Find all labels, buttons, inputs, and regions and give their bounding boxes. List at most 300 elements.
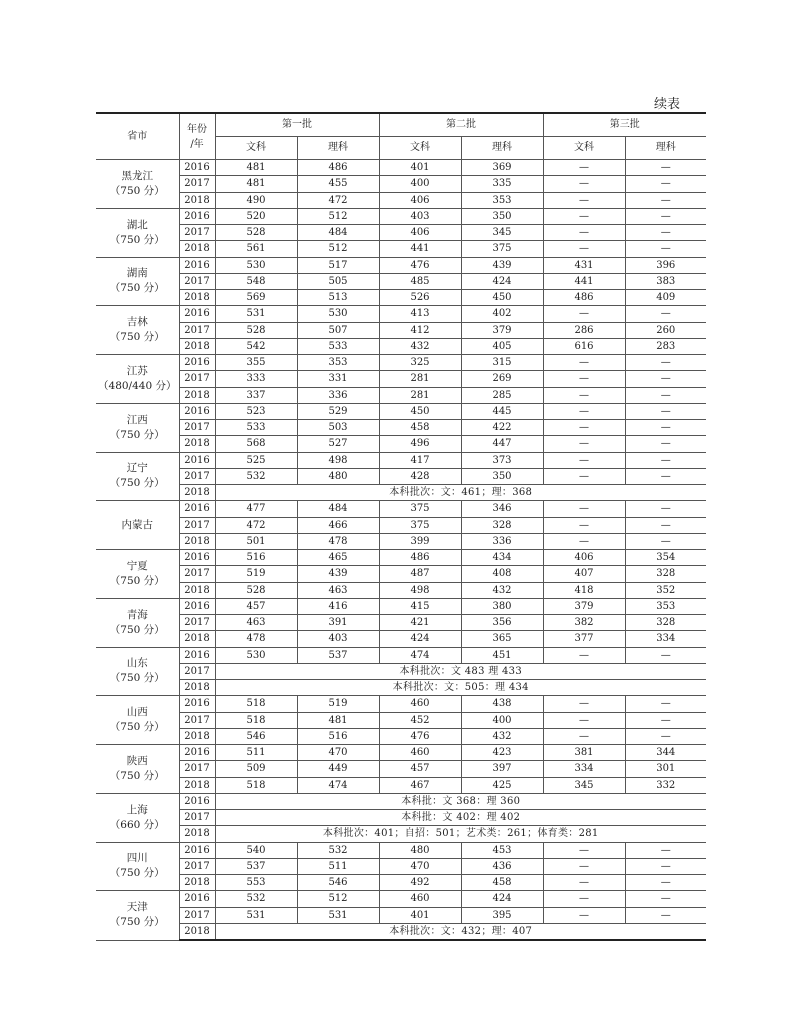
- score-cell: 449: [297, 761, 379, 777]
- province-scale: （750 分）: [109, 721, 165, 734]
- score-cell: —: [543, 533, 625, 549]
- score-cell: —: [625, 501, 706, 517]
- table-row: [96, 875, 706, 891]
- score-cell: —: [543, 891, 625, 907]
- score-cell: —: [543, 875, 625, 891]
- score-cell: 436: [461, 858, 543, 874]
- province-cell: [96, 501, 179, 550]
- score-cell: 337: [215, 387, 297, 403]
- score-cell: —: [625, 306, 706, 322]
- score-cell: 513: [297, 290, 379, 306]
- score-cell: 400: [461, 712, 543, 728]
- score-cell: 375: [379, 517, 461, 533]
- score-cell: 542: [215, 338, 297, 354]
- year-cell: 2016: [179, 501, 215, 517]
- score-cell: 507: [297, 322, 379, 338]
- score-cell: 509: [215, 761, 297, 777]
- score-cell: 460: [379, 891, 461, 907]
- table-row: [96, 728, 706, 744]
- score-cell: 501: [215, 533, 297, 549]
- score-cell: —: [543, 420, 625, 436]
- score-cell: 477: [215, 501, 297, 517]
- year-cell: 2016: [179, 696, 215, 712]
- score-cell: 519: [297, 696, 379, 712]
- province-name: 吉林: [126, 316, 148, 329]
- score-cell: 481: [215, 176, 297, 192]
- table-row: [96, 631, 706, 647]
- score-cell: —: [543, 403, 625, 419]
- score-cell: 503: [297, 420, 379, 436]
- score-cell: 352: [625, 582, 706, 598]
- score-cell: 438: [461, 696, 543, 712]
- score-cell: 532: [215, 468, 297, 484]
- score-cell: 353: [297, 355, 379, 371]
- score-cell: 474: [379, 647, 461, 663]
- score-cell: 445: [461, 403, 543, 419]
- score-cell: —: [625, 452, 706, 468]
- table-row: [96, 615, 706, 631]
- score-cell: 505: [297, 273, 379, 289]
- province-cell: [96, 647, 179, 696]
- score-cell: 531: [297, 907, 379, 923]
- table-row: [96, 663, 706, 679]
- score-cell: 315: [461, 355, 543, 371]
- score-cell: 450: [461, 290, 543, 306]
- score-cell: 439: [297, 566, 379, 582]
- score-cell: 511: [215, 745, 297, 761]
- table-row: [96, 810, 706, 826]
- score-cell: 533: [297, 338, 379, 354]
- table-row: [96, 176, 706, 192]
- score-cell: 519: [215, 566, 297, 582]
- year-cell: 2016: [179, 208, 215, 224]
- table-row: [96, 761, 706, 777]
- year-cell: 2017: [179, 517, 215, 533]
- score-cell: 344: [625, 745, 706, 761]
- score-cell: 350: [461, 468, 543, 484]
- score-cell: 484: [297, 501, 379, 517]
- score-cell: 531: [215, 306, 297, 322]
- score-cell: 520: [215, 208, 297, 224]
- score-cell: —: [625, 468, 706, 484]
- score-cell: 397: [461, 761, 543, 777]
- score-cell: —: [543, 517, 625, 533]
- score-cell: 480: [297, 468, 379, 484]
- table-row: [96, 420, 706, 436]
- score-cell: —: [625, 533, 706, 549]
- table-row: [96, 858, 706, 874]
- province-name: 黑龙江: [121, 169, 153, 182]
- score-cell: 353: [461, 192, 543, 208]
- score-cell: 527: [297, 436, 379, 452]
- year-cell: 2018: [179, 582, 215, 598]
- table-row: [96, 290, 706, 306]
- score-cell: 382: [543, 615, 625, 631]
- table-row: [96, 647, 706, 663]
- score-cell: —: [543, 176, 625, 192]
- score-cell: 512: [297, 208, 379, 224]
- score-cell: 301: [625, 761, 706, 777]
- score-cell: 490: [215, 192, 297, 208]
- table-row: [96, 273, 706, 289]
- year-cell: 2018: [179, 777, 215, 793]
- score-cell: 532: [215, 891, 297, 907]
- score-cell: 486: [543, 290, 625, 306]
- score-cell: 408: [461, 566, 543, 582]
- table-row: [96, 793, 706, 809]
- score-cell: 336: [461, 533, 543, 549]
- score-cell: 460: [379, 696, 461, 712]
- score-cell: 516: [215, 550, 297, 566]
- score-cell: 476: [379, 728, 461, 744]
- score-cell: 353: [625, 598, 706, 614]
- year-cell: 2016: [179, 550, 215, 566]
- province-name: 湖北: [126, 218, 148, 231]
- province-name: 山东: [126, 657, 148, 670]
- table-row: [96, 696, 706, 712]
- score-cell: 463: [297, 582, 379, 598]
- year-cell: 2017: [179, 273, 215, 289]
- score-cell: 439: [461, 257, 543, 273]
- score-cell: —: [543, 907, 625, 923]
- score-table: [96, 112, 706, 941]
- table-row: [96, 517, 706, 533]
- province-cell: [96, 452, 179, 501]
- score-cell: 409: [625, 290, 706, 306]
- score-cell: —: [625, 241, 706, 257]
- score-cell: 406: [379, 192, 461, 208]
- table-row: [96, 160, 706, 176]
- year-cell: 2018: [179, 485, 215, 501]
- score-cell: 396: [625, 257, 706, 273]
- score-cell: 434: [461, 550, 543, 566]
- score-cell: 334: [543, 761, 625, 777]
- year-cell: 2016: [179, 647, 215, 663]
- score-cell: 498: [379, 582, 461, 598]
- score-cell: 331: [297, 371, 379, 387]
- province-scale: （660 分）: [109, 818, 165, 831]
- merged-note-cell: 本科批：文 402：理 402: [215, 810, 706, 826]
- score-cell: 569: [215, 290, 297, 306]
- year-cell: 2018: [179, 290, 215, 306]
- score-cell: 281: [379, 387, 461, 403]
- score-cell: 403: [379, 208, 461, 224]
- score-cell: 511: [297, 858, 379, 874]
- table-row: [96, 923, 706, 940]
- score-cell: 283: [625, 338, 706, 354]
- score-cell: 424: [461, 273, 543, 289]
- province-cell: [96, 403, 179, 452]
- score-cell: 345: [461, 225, 543, 241]
- province-cell: [96, 891, 179, 940]
- province-name: 四川: [126, 852, 148, 865]
- table-row: [96, 257, 706, 273]
- score-cell: 529: [297, 403, 379, 419]
- province-scale: （750 分）: [109, 477, 165, 490]
- year-cell: 2016: [179, 745, 215, 761]
- score-cell: 470: [379, 858, 461, 874]
- score-cell: —: [625, 875, 706, 891]
- score-cell: 546: [297, 875, 379, 891]
- score-cell: 355: [215, 355, 297, 371]
- score-cell: 401: [379, 160, 461, 176]
- table-row: [96, 745, 706, 761]
- score-cell: 537: [215, 858, 297, 874]
- year-cell: 2017: [179, 858, 215, 874]
- province-cell: [96, 745, 179, 794]
- header-sub-wenke: 文科: [543, 137, 625, 160]
- year-cell: 2016: [179, 793, 215, 809]
- score-cell: —: [625, 728, 706, 744]
- score-cell: 441: [379, 241, 461, 257]
- table-row: [96, 403, 706, 419]
- score-cell: 269: [461, 371, 543, 387]
- score-cell: 354: [625, 550, 706, 566]
- merged-note-cell: 本科批次：文 483 理 433: [215, 663, 706, 679]
- score-cell: 453: [461, 842, 543, 858]
- score-cell: 548: [215, 273, 297, 289]
- province-cell: [96, 598, 179, 647]
- score-cell: 528: [215, 322, 297, 338]
- table-row: [96, 680, 706, 696]
- score-cell: 474: [297, 777, 379, 793]
- score-cell: 478: [215, 631, 297, 647]
- table-row: [96, 566, 706, 582]
- score-cell: 425: [461, 777, 543, 793]
- score-cell: 328: [625, 615, 706, 631]
- score-cell: 516: [297, 728, 379, 744]
- score-cell: 432: [379, 338, 461, 354]
- score-cell: —: [543, 647, 625, 663]
- year-cell: 2018: [179, 192, 215, 208]
- year-cell: 2017: [179, 907, 215, 923]
- score-cell: 423: [461, 745, 543, 761]
- year-cell: 2017: [179, 420, 215, 436]
- score-cell: —: [625, 891, 706, 907]
- province-name: 江西: [126, 413, 148, 426]
- score-cell: 285: [461, 387, 543, 403]
- score-cell: 377: [543, 631, 625, 647]
- year-cell: 2017: [179, 225, 215, 241]
- score-cell: 407: [543, 566, 625, 582]
- score-cell: —: [543, 501, 625, 517]
- year-cell: 2016: [179, 598, 215, 614]
- province-scale: （750 分）: [109, 769, 165, 782]
- score-cell: —: [625, 842, 706, 858]
- year-cell: 2018: [179, 436, 215, 452]
- score-cell: 458: [461, 875, 543, 891]
- score-cell: 528: [215, 225, 297, 241]
- score-cell: 380: [461, 598, 543, 614]
- score-cell: 402: [461, 306, 543, 322]
- score-cell: 455: [297, 176, 379, 192]
- province-scale: （750 分）: [109, 184, 165, 197]
- score-cell: 476: [379, 257, 461, 273]
- score-cell: 383: [625, 273, 706, 289]
- merged-note-cell: 本科批：文 368：理 360: [215, 793, 706, 809]
- score-cell: 537: [297, 647, 379, 663]
- province-scale: （750 分）: [109, 428, 165, 441]
- table-row: [96, 306, 706, 322]
- score-cell: —: [625, 420, 706, 436]
- year-cell: 2016: [179, 452, 215, 468]
- year-cell: 2018: [179, 241, 215, 257]
- table-row: [96, 436, 706, 452]
- merged-note-cell: 本科批次：文：461；理：368: [215, 485, 706, 501]
- score-cell: —: [543, 355, 625, 371]
- header-province: 省市: [96, 113, 179, 160]
- table-row: [96, 826, 706, 842]
- score-cell: 286: [543, 322, 625, 338]
- year-cell: 2016: [179, 403, 215, 419]
- year-cell: 2018: [179, 533, 215, 549]
- score-cell: —: [625, 696, 706, 712]
- score-cell: 369: [461, 160, 543, 176]
- score-cell: 415: [379, 598, 461, 614]
- score-cell: 451: [461, 647, 543, 663]
- score-cell: 405: [461, 338, 543, 354]
- score-cell: 526: [379, 290, 461, 306]
- table-row: [96, 322, 706, 338]
- score-cell: 492: [379, 875, 461, 891]
- score-cell: 422: [461, 420, 543, 436]
- year-cell: 2016: [179, 306, 215, 322]
- province-name: 内蒙古: [121, 518, 153, 531]
- table-row: [96, 582, 706, 598]
- score-cell: 356: [461, 615, 543, 631]
- score-cell: 553: [215, 875, 297, 891]
- score-cell: 465: [297, 550, 379, 566]
- year-cell: 2017: [179, 176, 215, 192]
- province-scale: （750 分）: [109, 623, 165, 636]
- score-cell: 512: [297, 241, 379, 257]
- province-name: 江苏: [126, 364, 148, 377]
- merged-note-cell: 本科批次：文：432；理：407: [215, 923, 706, 940]
- score-cell: 403: [297, 631, 379, 647]
- merged-note-cell: 本科批次：401；自招：501；艺术类：261；体育类：281: [215, 826, 706, 842]
- score-cell: 450: [379, 403, 461, 419]
- year-cell: 2017: [179, 663, 215, 679]
- score-cell: 365: [461, 631, 543, 647]
- score-cell: 431: [543, 257, 625, 273]
- score-cell: —: [543, 371, 625, 387]
- score-cell: 528: [215, 582, 297, 598]
- score-cell: 561: [215, 241, 297, 257]
- score-cell: 406: [379, 225, 461, 241]
- table-row: [96, 777, 706, 793]
- score-cell: 452: [379, 712, 461, 728]
- score-cell: 480: [379, 842, 461, 858]
- score-cell: —: [543, 468, 625, 484]
- year-cell: 2016: [179, 257, 215, 273]
- header-batch-2: 第二批: [379, 113, 543, 137]
- score-cell: —: [543, 452, 625, 468]
- score-cell: 533: [215, 420, 297, 436]
- score-cell: 496: [379, 436, 461, 452]
- province-name: 陕西: [126, 754, 148, 767]
- year-cell: 2017: [179, 615, 215, 631]
- province-scale: （480/440 分）: [98, 379, 177, 392]
- score-cell: 375: [379, 501, 461, 517]
- province-cell: [96, 793, 179, 842]
- score-cell: —: [625, 858, 706, 874]
- table-row: [96, 355, 706, 371]
- score-cell: 379: [461, 322, 543, 338]
- header-year: [179, 113, 215, 160]
- score-cell: 328: [625, 566, 706, 582]
- score-cell: —: [625, 208, 706, 224]
- score-cell: 421: [379, 615, 461, 631]
- score-cell: 281: [379, 371, 461, 387]
- score-cell: —: [625, 225, 706, 241]
- header-sub-like: 理科: [625, 137, 706, 160]
- score-cell: 472: [297, 192, 379, 208]
- score-cell: 346: [461, 501, 543, 517]
- score-cell: 512: [297, 891, 379, 907]
- score-cell: —: [543, 842, 625, 858]
- province-name: 湖南: [126, 267, 148, 280]
- score-cell: —: [625, 517, 706, 533]
- score-cell: 401: [379, 907, 461, 923]
- year-cell: 2017: [179, 761, 215, 777]
- table-row: [96, 907, 706, 923]
- score-cell: 332: [625, 777, 706, 793]
- table-row: [96, 712, 706, 728]
- score-cell: 441: [543, 273, 625, 289]
- score-cell: 518: [215, 712, 297, 728]
- score-cell: —: [625, 176, 706, 192]
- score-cell: —: [543, 858, 625, 874]
- score-cell: 335: [461, 176, 543, 192]
- table-row: [96, 598, 706, 614]
- score-cell: 333: [215, 371, 297, 387]
- table-row: [96, 225, 706, 241]
- province-cell: [96, 696, 179, 745]
- header-batch-3: 第三批: [543, 113, 706, 137]
- score-cell: —: [543, 208, 625, 224]
- score-cell: —: [543, 712, 625, 728]
- province-cell: [96, 257, 179, 306]
- score-cell: 457: [379, 761, 461, 777]
- province-cell: [96, 355, 179, 404]
- score-cell: 400: [379, 176, 461, 192]
- province-name: 上海: [126, 803, 148, 816]
- score-cell: 484: [297, 225, 379, 241]
- province-name: 天津: [126, 901, 148, 914]
- year-cell: 2018: [179, 387, 215, 403]
- year-cell: 2016: [179, 891, 215, 907]
- score-cell: 381: [543, 745, 625, 761]
- province-name: 宁夏: [126, 559, 148, 572]
- score-cell: 466: [297, 517, 379, 533]
- province-name: 青海: [126, 608, 148, 621]
- score-cell: 531: [215, 907, 297, 923]
- score-cell: 334: [625, 631, 706, 647]
- header-sub-like: 理科: [297, 137, 379, 160]
- province-cell: [96, 306, 179, 355]
- score-cell: —: [543, 225, 625, 241]
- score-cell: 406: [543, 550, 625, 566]
- score-cell: 568: [215, 436, 297, 452]
- score-cell: 424: [379, 631, 461, 647]
- score-cell: 373: [461, 452, 543, 468]
- continued-label: 续表: [653, 97, 680, 112]
- score-cell: 413: [379, 306, 461, 322]
- year-cell: 2017: [179, 566, 215, 582]
- score-cell: 523: [215, 403, 297, 419]
- score-cell: —: [625, 712, 706, 728]
- score-cell: 470: [297, 745, 379, 761]
